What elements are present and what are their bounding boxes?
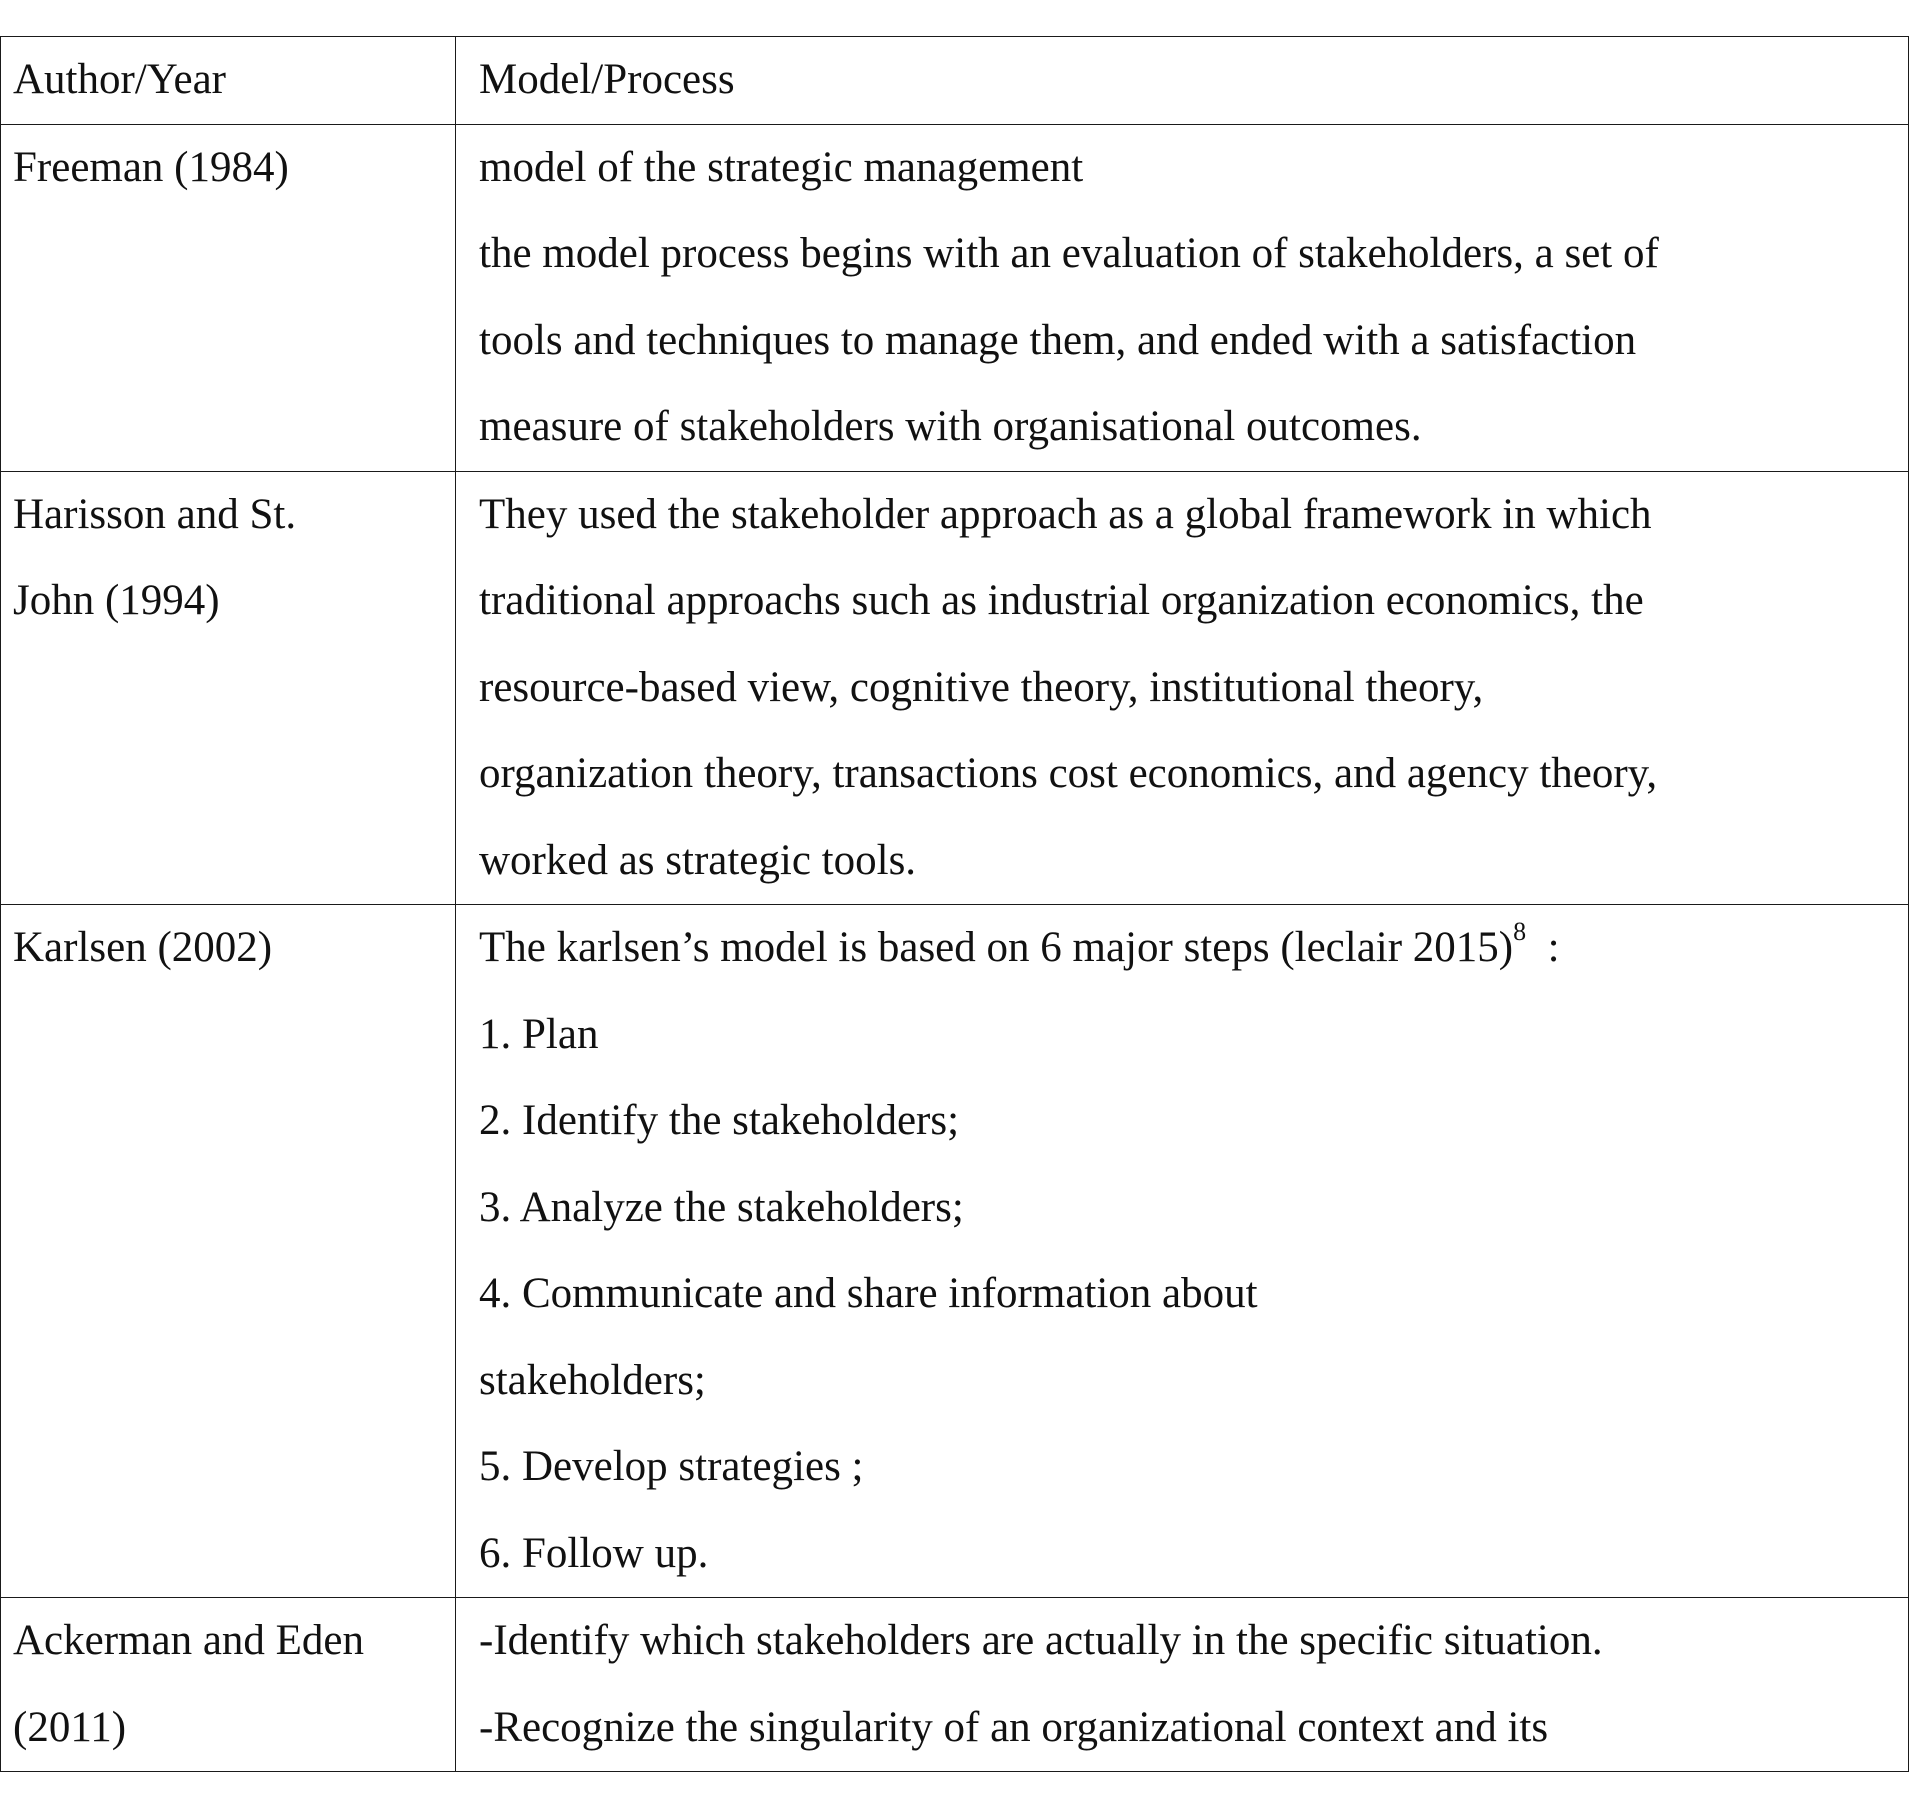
- author-line: Freeman (1984): [13, 143, 289, 191]
- author-cell: [1, 124, 456, 471]
- table-row: [1, 905, 1909, 1598]
- author-line: John (1994): [13, 577, 220, 624]
- step-line: 5. Develop strategies ;: [479, 1443, 864, 1490]
- table-header-row: [1, 37, 1909, 125]
- table-row: [1, 471, 1909, 905]
- model-line: measure of stakeholders with organisational outcomes.: [479, 403, 1422, 450]
- author-line: Harisson and St.: [13, 490, 297, 538]
- author-line: Ackerman and Eden: [13, 1617, 365, 1664]
- table-row: [1, 124, 1909, 471]
- model-line: model of the strategic management: [479, 143, 1084, 191]
- model-line: traditional approachs such as industrial organization economics, the: [479, 577, 1644, 624]
- model-line: organization theory, transactions cost economics, and agency theory,: [479, 750, 1658, 797]
- model-cell: [456, 471, 1909, 905]
- model-line: the model process begins with an evaluation of stakeholders, a set of: [479, 230, 1659, 277]
- model-cell: [456, 905, 1909, 1598]
- step-line: 1. Plan: [479, 1010, 599, 1058]
- step-line: 4. Communicate and share information about: [479, 1270, 1258, 1317]
- author-cell: [1, 1598, 456, 1772]
- model-line: They used the stakeholder approach as a global framework in which: [479, 490, 1652, 538]
- table-row: [1, 1598, 1909, 1772]
- header-model-label: Model/Process: [479, 56, 735, 103]
- model-intro-line: [479, 905, 1894, 992]
- author-line: (2011): [13, 1703, 127, 1751]
- header-author-label: Author/Year: [13, 56, 227, 103]
- model-intro-suffix: :: [1526, 924, 1560, 971]
- author-cell: [1, 905, 456, 1598]
- author-cell: [1, 471, 456, 905]
- literature-table: [0, 36, 1909, 1772]
- step-line: stakeholders;: [479, 1356, 706, 1404]
- footnote-ref[interactable]: 8: [1513, 916, 1527, 946]
- model-intro-text: The karlsen’s model is based on 6 major steps (leclair 2015): [479, 924, 1514, 971]
- model-line: tools and techniques to manage them, and ended with a satisfaction: [479, 316, 1637, 364]
- model-line: -Recognize the singularity of an organizational context and its: [479, 1703, 1549, 1751]
- header-model-cell: [456, 37, 1909, 125]
- step-line: 2. Identify the stakeholders;: [479, 1097, 960, 1144]
- step-line: 3. Analyze the stakeholders;: [479, 1183, 964, 1231]
- author-line: Karlsen (2002): [13, 924, 273, 971]
- model-line: resource-based view, cognitive theory, institutional theory,: [479, 663, 1484, 711]
- model-cell: [456, 124, 1909, 471]
- model-cell: [456, 1598, 1909, 1772]
- step-line: 6. Follow up.: [479, 1529, 709, 1577]
- model-line: worked as strategic tools.: [479, 836, 917, 884]
- model-line: -Identify which stakeholders are actually in the specific situation.: [479, 1617, 1603, 1664]
- header-author-cell: [1, 37, 456, 125]
